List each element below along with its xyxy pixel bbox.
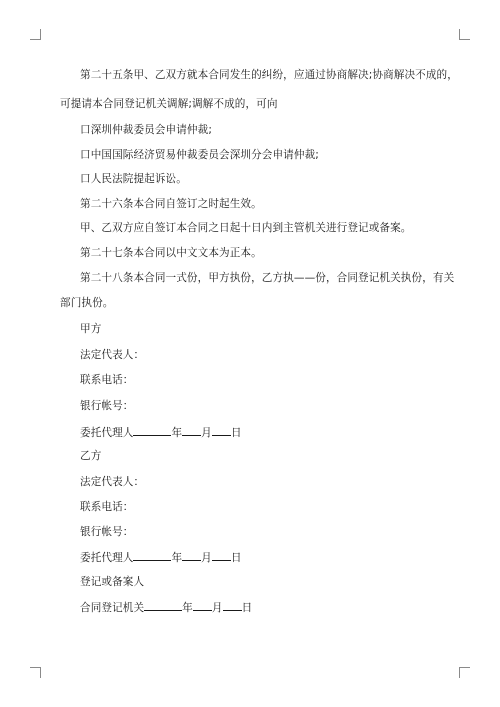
registrar-year: 年 — [182, 602, 193, 614]
registrar-day-blank — [223, 600, 242, 611]
clause-25-line-2: 可提请本合同登记机关调解;调解不成的，可向 — [60, 98, 278, 110]
registrar-day: 日 — [241, 602, 253, 614]
registration-clause: 甲、乙双方应自签订本合同之日起十日内到主管机关进行登记或备案。 — [80, 222, 412, 234]
clause-27: 第二十七条本合同以中文文本为正本。 — [80, 247, 262, 259]
arbitration-option-cietac: 口中国国际经济贸易仲裁委员会深圳分会申请仲裁; — [80, 149, 319, 161]
registrar-office-line — [80, 600, 252, 615]
party-a-legal-rep: 法定代表人： — [80, 349, 145, 361]
clause-28-line-1: 第二十八条本合同一式份，甲方执份，乙方执——份，合同登记机关执份，有关 — [80, 272, 455, 284]
party-a-phone: 联系电话： — [80, 374, 134, 386]
registrar-month: 月 — [211, 602, 223, 614]
party-a-month-blank — [182, 425, 201, 436]
registrar-label: 登记或备案人 — [80, 576, 145, 588]
party-a-agent-label: 委托代理人 — [80, 427, 134, 439]
party-a-agent-blank — [133, 425, 171, 436]
party-b-year: 年 — [171, 552, 183, 564]
party-b-agent-blank — [133, 550, 171, 561]
party-b-bank-account: 银行帐号： — [80, 526, 134, 538]
crop-mark-top-left — [30, 29, 41, 40]
registrar-office-blank — [144, 600, 182, 611]
party-a-month: 月 — [201, 427, 212, 439]
party-a-bank-account: 银行帐号： — [80, 400, 134, 412]
party-b-month-blank — [182, 550, 201, 561]
litigation-option: 口人民法院提起诉讼。 — [80, 173, 187, 185]
crop-mark-bottom-right — [459, 667, 470, 678]
clause-25-line-1: 第二十五条甲、乙双方就本合同发生的纠纷，应通过协商解决;协商解决不成的， — [80, 69, 458, 81]
party-b-agent-line — [80, 550, 242, 565]
party-b-day: 日 — [230, 552, 242, 564]
crop-mark-top-right — [459, 29, 470, 40]
registrar-month-blank — [193, 600, 212, 611]
party-b-day-blank — [212, 550, 231, 561]
registrar-office-label: 合同登记机关 — [80, 602, 145, 614]
clause-28-line-2: 部门执份。 — [60, 297, 114, 309]
party-a-label: 甲方 — [80, 323, 102, 335]
party-b-legal-rep: 法定代表人： — [80, 476, 145, 488]
party-b-month: 月 — [201, 552, 212, 564]
party-b-phone: 联系电话： — [80, 501, 134, 513]
arbitration-option-shenzhen: 口深圳仲裁委员会申请仲裁; — [80, 124, 212, 136]
crop-mark-bottom-left — [30, 667, 41, 678]
party-a-year: 年 — [171, 427, 183, 439]
party-a-day-blank — [212, 425, 231, 436]
party-a-agent-line — [80, 425, 242, 440]
party-a-day: 日 — [230, 427, 242, 439]
party-b-label: 乙方 — [80, 450, 102, 462]
clause-26: 第二十六条本合同自签订之时起生效。 — [80, 198, 262, 210]
party-b-agent-label: 委托代理人 — [80, 552, 134, 564]
